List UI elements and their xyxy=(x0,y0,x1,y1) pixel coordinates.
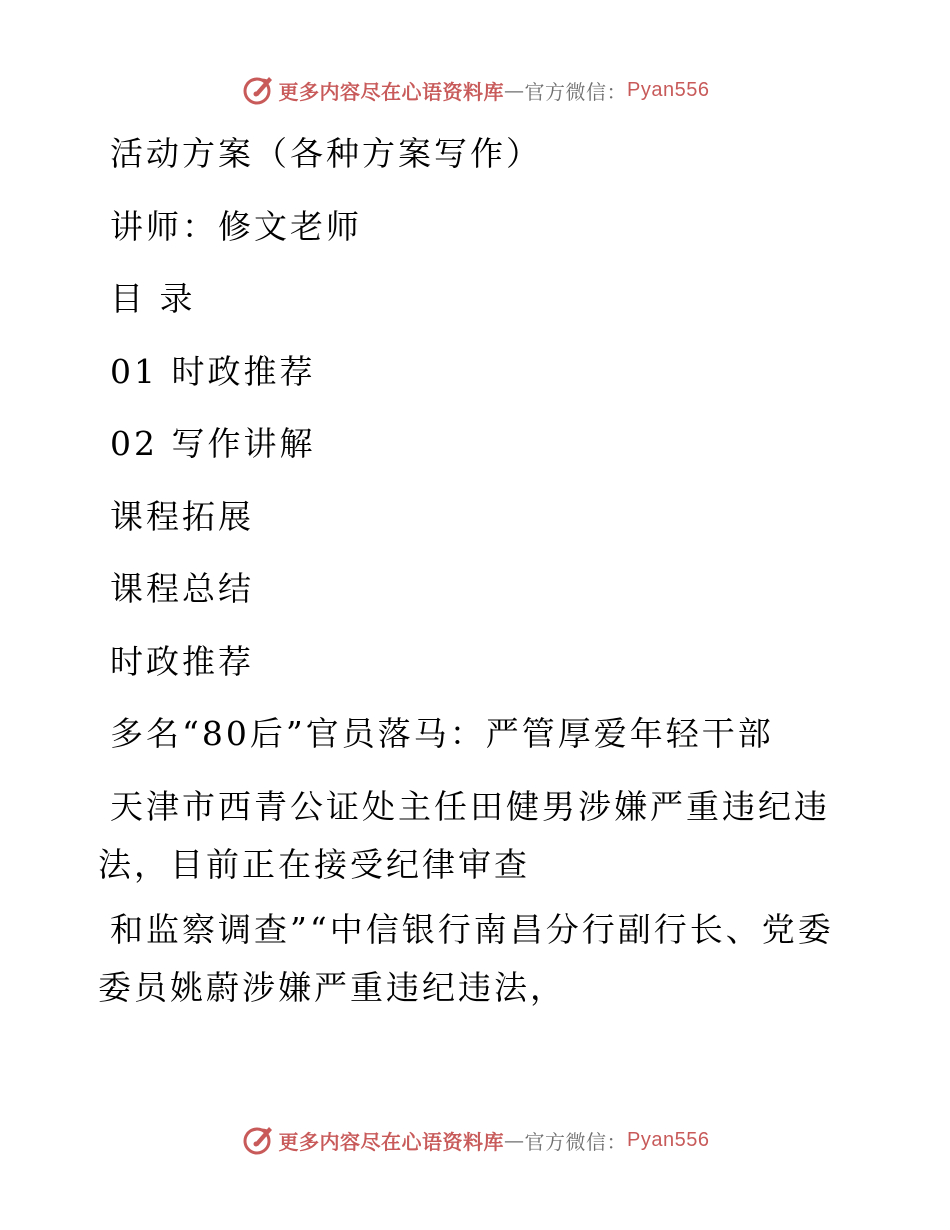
paragraph: 天津市西青公证处主任田健男涉嫌严重违纪违法，目前正在接受纪律审查 xyxy=(98,786,830,884)
paragraph: 和监察调查”“中信银行南昌分行副行长、党委委员姚蔚涉嫌严重违纪违法， xyxy=(98,909,834,1007)
document-title: 活动方案（各种方案写作） xyxy=(110,134,542,173)
toc-heading: 目 录 xyxy=(110,279,196,318)
pen-globe-logo-icon xyxy=(241,73,275,107)
toc-item: 02 写作讲解 xyxy=(110,424,316,463)
toc-item: 01 时政推荐 xyxy=(110,351,316,391)
header-watermark xyxy=(0,70,950,110)
watermark-wechat-id: Pyan556 xyxy=(627,1128,710,1151)
watermark-wechat-id: Pyan556 xyxy=(627,78,710,101)
watermark-main-text: 更多内容尽在心语资料库 xyxy=(278,1129,505,1154)
toc-item: 课程总结 xyxy=(110,569,254,608)
lecturer-line: 讲师：修文老师 xyxy=(110,206,362,246)
watermark-dash: — xyxy=(504,1128,525,1152)
watermark-main-text: 更多内容尽在心语资料库 xyxy=(278,79,505,104)
section-heading: 时政推荐 xyxy=(110,641,254,681)
watermark-official-label: 官方微信： xyxy=(524,1129,628,1154)
toc-item: 课程拓展 xyxy=(110,496,254,536)
pen-globe-logo-icon xyxy=(241,1123,275,1157)
watermark-official-label: 官方微信： xyxy=(524,79,628,104)
article-title: 多名“80后”官员落马：严管厚爱年轻干部 xyxy=(110,714,774,753)
watermark-dash: — xyxy=(504,78,525,102)
footer-watermark xyxy=(0,1120,950,1160)
document-body xyxy=(98,118,858,1024)
